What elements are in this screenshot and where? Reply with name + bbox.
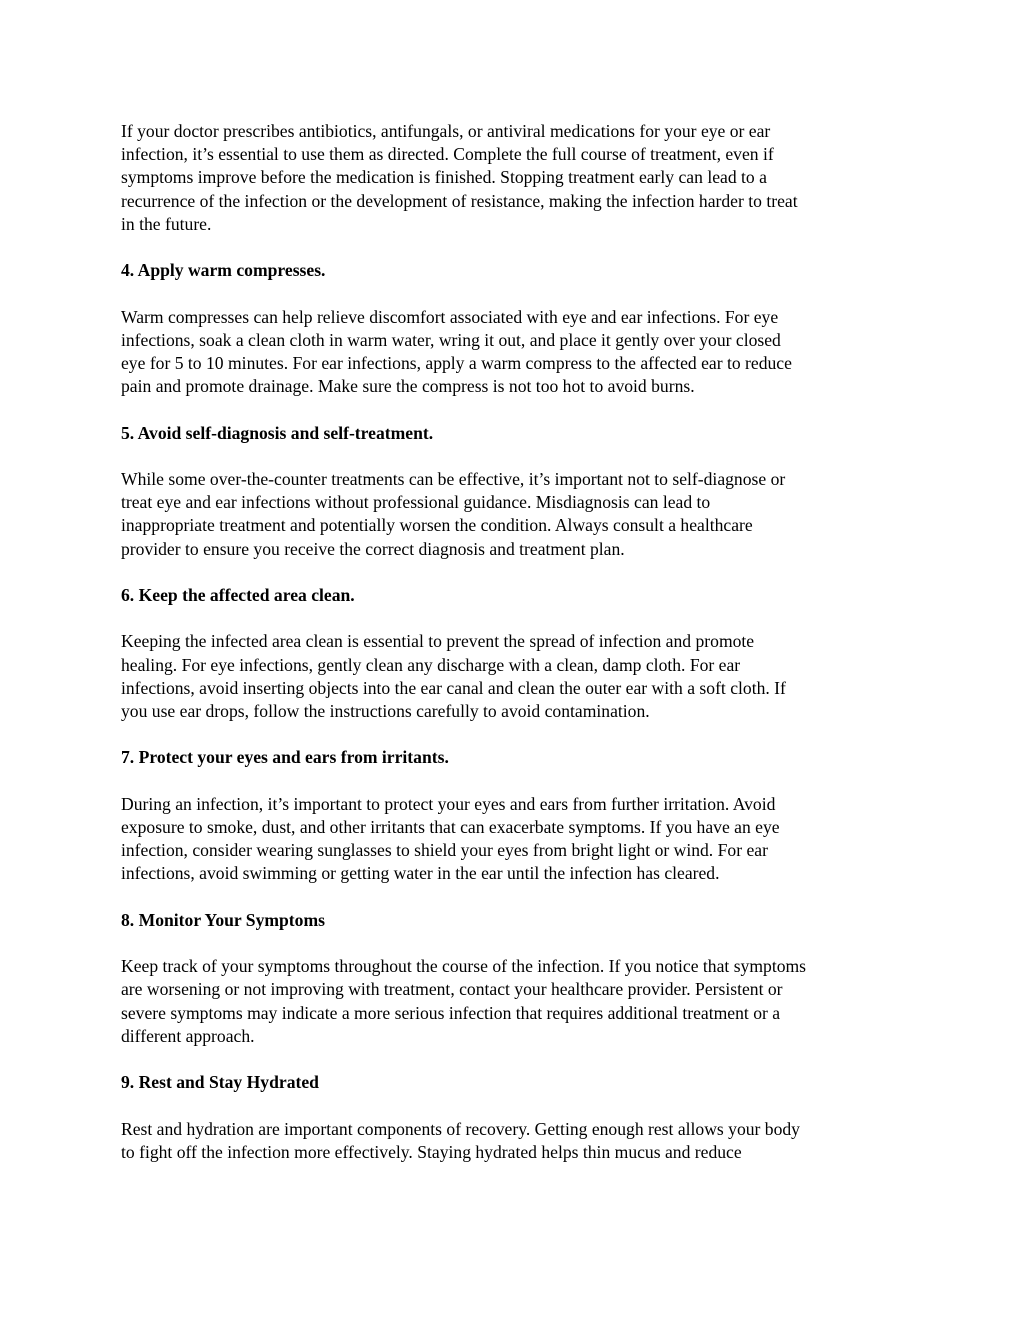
section-heading-5: 5. Avoid self-diagnosis and self-treatment. [121, 422, 434, 443]
paragraph-line: During an infection, it’s important to protect your eyes and ears from further irritation. Avoid [121, 793, 776, 814]
paragraph-line: eye for 5 to 10 minutes. For ear infections, apply a warm compress to the affected ear to reduce [121, 353, 792, 373]
paragraph-line: infection, consider wearing sunglasses to shield your eyes from bright light or wind. For ear [121, 840, 768, 861]
paragraph-line: exposure to smoke, dust, and other irritants that can exacerbate symptoms. If you have an eye [121, 816, 780, 837]
section-paragraph-8 [121, 955, 911, 1048]
paragraph-line: inappropriate treatment and potentially worsen the condition. Always consult a healthcare [121, 515, 753, 536]
paragraph-line: symptoms improve before the medication is finished. Stopping treatment early can lead to a [121, 167, 767, 188]
paragraph-line: treat eye and ear infections without professional guidance. Misdiagnosis can lead to [121, 492, 711, 513]
paragraph-line: provider to ensure you receive the correct diagnosis and treatment plan. [121, 538, 625, 559]
paragraph-line: are worsening or not improving with treatment, contact your healthcare provider. Persistent or [121, 979, 783, 1000]
paragraph-line: Keeping the infected area clean is essential to prevent the spread of infection and promote [121, 631, 755, 652]
paragraph-line: If your doctor prescribes antibiotics, antifungals, or antiviral medications for your eye or ear [121, 121, 771, 141]
section-paragraph-9 [121, 1118, 911, 1164]
paragraph-line: pain and promote drainage. Make sure the compress is not too hot to avoid burns. [121, 376, 695, 397]
section-paragraph-6 [121, 630, 911, 723]
paragraph-line: in the future. [121, 213, 212, 234]
section-paragraph-5 [121, 468, 911, 561]
paragraph-line: While some over-the-counter treatments can be effective, it’s important not to self-diagnose or [121, 468, 786, 489]
paragraph-line: severe symptoms may indicate a more serious infection that requires additional treatment or a [121, 1002, 781, 1023]
paragraph-line: infections, soak a clean cloth in warm water, wring it out, and place it gently over your closed [121, 329, 781, 350]
section-paragraph-4 [121, 306, 911, 399]
document-page [121, 120, 911, 1187]
paragraph-line: infection, it’s essential to use them as directed. Complete the full course of treatment, even if [121, 144, 774, 165]
section-paragraph-7 [121, 793, 911, 886]
section-heading-9: 9. Rest and Stay Hydrated [121, 1072, 319, 1093]
paragraph-line: infections, avoid swimming or getting water in the ear until the infection has cleared. [121, 863, 720, 884]
paragraph-line: you use ear drops, follow the instructions carefully to avoid contamination. [121, 700, 650, 721]
intro-paragraph [121, 120, 911, 236]
section-heading-6: 6. Keep the affected area clean. [121, 584, 355, 605]
section-heading-7: 7. Protect your eyes and ears from irritants. [121, 747, 449, 768]
paragraph-line: Rest and hydration are important components of recovery. Getting enough rest allows your body [121, 1118, 800, 1139]
paragraph-line: recurrence of the infection or the development of resistance, making the infection harder to treat [121, 190, 798, 211]
paragraph-line: Keep track of your symptoms throughout the course of the infection. If you notice that symptoms [121, 956, 807, 977]
paragraph-line: different approach. [121, 1025, 255, 1046]
section-heading-4: 4. Apply warm compresses. [121, 260, 326, 281]
paragraph-line: infections, avoid inserting objects into the ear canal and clean the outer ear with a soft cloth. If [121, 677, 786, 698]
paragraph-line: Warm compresses can help relieve discomfort associated with eye and ear infections. For eye [121, 306, 779, 327]
section-heading-8: 8. Monitor Your Symptoms [121, 909, 325, 930]
paragraph-line: to fight off the infection more effectively. Staying hydrated helps thin mucus and reduce [121, 1141, 742, 1162]
paragraph-line: healing. For eye infections, gently clean any discharge with a clean, damp cloth. For ear [121, 654, 741, 675]
